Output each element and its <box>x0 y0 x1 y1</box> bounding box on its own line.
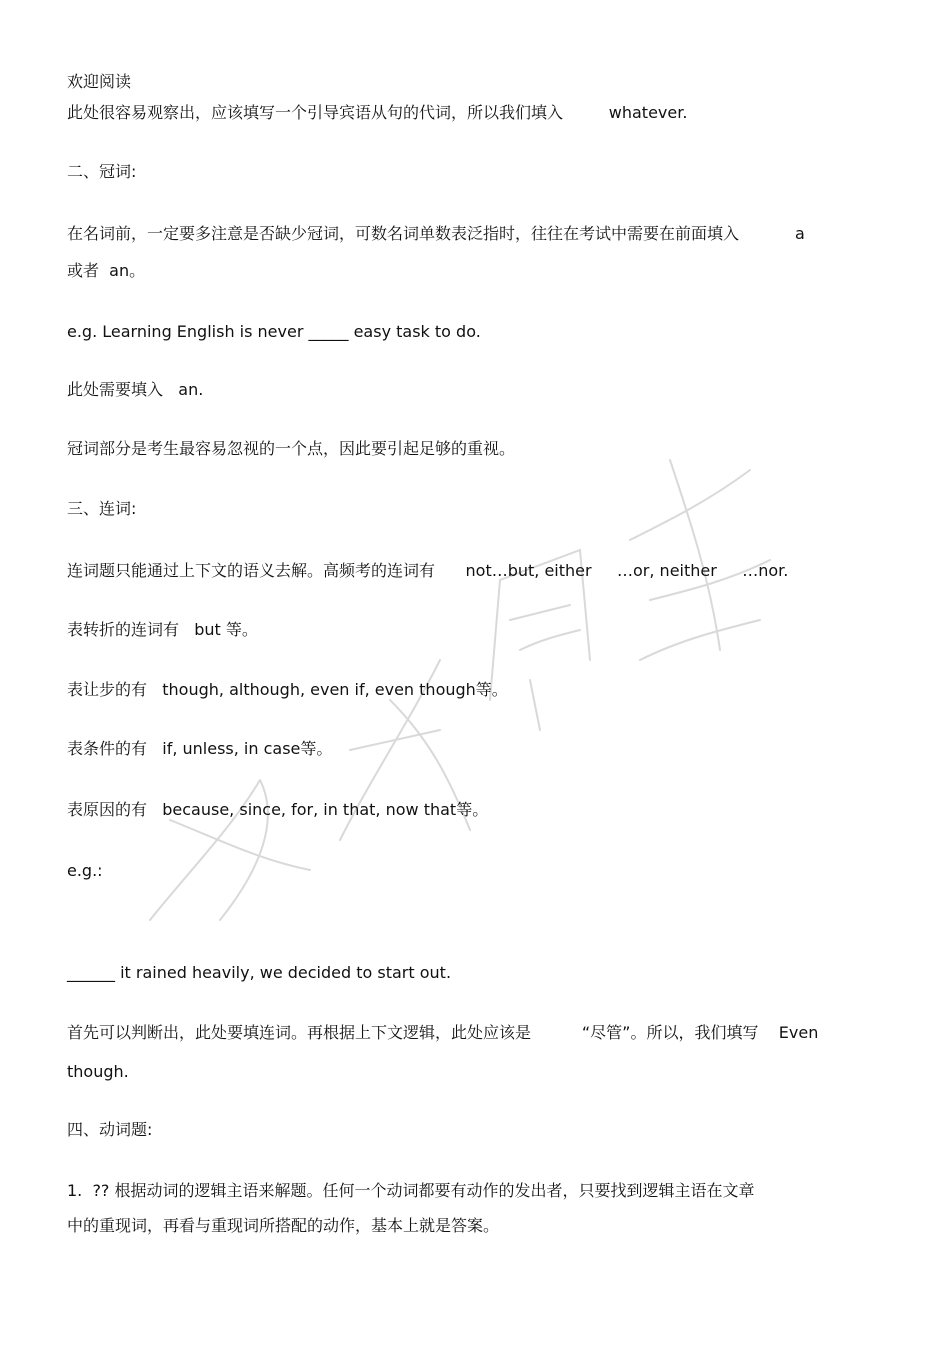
paragraph-line: 此处需要填入 an. <box>67 380 204 399</box>
paragraph-line: 此处很容易观察出，应该填写一个引导宾语从句的代词，所以我们填入 whatever. <box>67 103 688 122</box>
watermark-text: 欢迎阅读 <box>826 960 830 961</box>
paragraph-line: 在名词前，一定要多注意是否缺少冠词，可数名词单数表泛指时，往往在考试中需要在前面填入 a <box>67 224 805 243</box>
header-text: 欢迎阅读 <box>67 72 132 91</box>
paragraph-line: 表原因的有 because, since, for, in that, now that等。 <box>67 800 489 819</box>
paragraph-line: 1. ?? 根据动词的逻辑主语来解题。任何一个动词都要有动作的发出者，只要找到逻辑主语在文章 <box>67 1181 755 1200</box>
paragraph-line: 表条件的有 if, unless, in case等。 <box>67 739 333 758</box>
paragraph-line: though. <box>67 1062 129 1081</box>
section-heading: 三、连词: <box>67 499 137 518</box>
paragraph-line: 或者 an。 <box>67 261 146 280</box>
paragraph-line: 表转折的连词有 but 等。 <box>67 620 258 639</box>
example-line: ______ it rained heavily, we decided to start out. <box>67 963 452 982</box>
paragraph-line: 冠词部分是考生最容易忽视的一个点，因此要引起足够的重视。 <box>67 439 516 458</box>
section-heading: 四、动词题: <box>67 1120 153 1139</box>
paragraph-line: 首先可以判断出，此处要填连词。再根据上下文逻辑，此处应该是 “尽管”。所以，我们填写 Even <box>67 1023 819 1042</box>
paragraph-line: 表让步的有 though, although, even if, even though等。 <box>67 680 508 699</box>
paragraph-line: 中的重现词，再看与重现词所搭配的动作，基本上就是答案。 <box>67 1216 500 1235</box>
section-heading: 二、冠词: <box>67 162 137 181</box>
example-line: e.g. Learning English is never _____ easy task to do. <box>67 322 481 341</box>
example-label: e.g.: <box>67 861 103 880</box>
paragraph-line: 连词题只能通过上下文的语义去解。高频考的连词有 not…but, either …or, neither …nor. <box>67 561 789 580</box>
